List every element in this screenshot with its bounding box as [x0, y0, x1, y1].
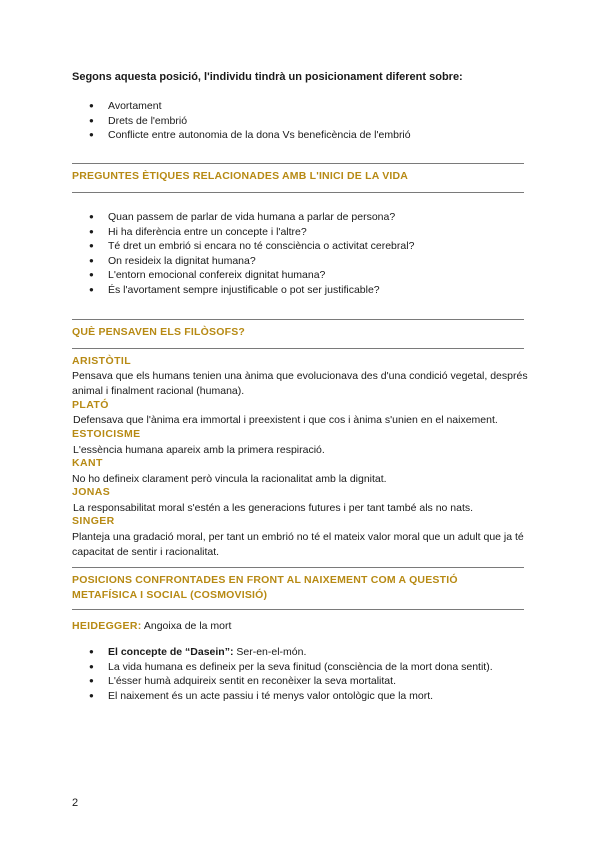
philosopher-text-plato: Defensava que l'ànima era immortal i preexistent i que cos i ànima s'unien en el naixement. [73, 414, 498, 426]
heidegger-line [72, 620, 231, 632]
section-heading-line-1: POSICIONS CONFRONTADES EN FRONT AL NAIXEMENT COM A QUESTIÓ [72, 574, 458, 586]
list-item: ● La vida humana es defineix per la seva finitud (consciència de la mort dona sentit). [89, 660, 493, 675]
divider [72, 609, 524, 610]
heidegger-list [89, 645, 493, 703]
divider [72, 567, 524, 568]
list-item: ● Quan passem de parlar de vida humana a parlar de persona? [89, 210, 414, 225]
list-item: ● L'entorn emocional confereix dignitat humana? [89, 268, 414, 283]
dasein-label: El concepte de “Dasein”: [108, 646, 234, 658]
philosopher-text-singer: Planteja una gradació moral, per tant un embrió no té el mateix valor moral que un adult que ja té capacitat de sentir i racionalitat. [72, 531, 524, 558]
philosopher-text-jonas: La responsabilitat moral s'estén a les generacions futures i per tant també als no nats. [73, 502, 474, 514]
divider [72, 192, 524, 193]
divider [72, 348, 524, 349]
philosopher-name-aristotle: ARISTÒTIL [72, 355, 132, 367]
philosopher-name-plato: PLATÓ [72, 399, 109, 411]
list-item: ● Drets de l'embrió [89, 114, 411, 129]
section-heading-ethical-questions: PREGUNTES ÈTIQUES RELACIONADES AMB L'INICI DE LA VIDA [72, 170, 409, 182]
list-item: ● Avortament [89, 99, 411, 114]
list-item: ● El naixement és un acte passiu i té menys valor ontològic que la mort. [89, 689, 493, 704]
divider [72, 163, 524, 164]
section-heading-philosophers: QUÈ PENSAVEN ELS FILÒSOFS? [72, 326, 246, 338]
list-item: ● Té dret un embrió si encara no té consciència o activitat cerebral? [89, 239, 414, 254]
divider [72, 319, 524, 320]
philosopher-text-aristotle: Pensava que els humans tenien una ànima que evolucionava des d'una condició vegetal, després animal i finalment racional (humana). [72, 370, 528, 397]
list-item: ● L'ésser humà adquireix sentit en reconèixer la seva mortalitat. [89, 674, 493, 689]
philosopher-text-stoicism: L'essència humana apareix amb la primera respiració. [73, 444, 325, 456]
philosopher-name-jonas: JONAS [72, 486, 111, 498]
list-item: ● Conflicte entre autonomia de la dona Vs beneficència de l'embrió [89, 128, 411, 143]
list-item: ● És l'avortament sempre injustificable o pot ser justificable? [89, 283, 414, 298]
philosopher-name-kant: KANT [72, 457, 103, 469]
page-number: 2 [72, 797, 79, 809]
intro-statement: Segons aquesta posició, l'individu tindrà un posicionament diferent sobre: [72, 71, 463, 83]
dasein-text: Ser-en-el-món. [236, 646, 307, 658]
list-item [89, 645, 493, 660]
philosopher-text-kant: No ho defineix clarament però vincula la racionalitat amb la dignitat. [72, 473, 387, 485]
philosopher-name-stoicism: ESTOICISME [72, 428, 141, 440]
list-item: ● On resideix la dignitat humana? [89, 254, 414, 269]
list-item: ● Hi ha diferència entre un concepte i l'altre? [89, 225, 414, 240]
author-label: HEIDEGGER: [72, 620, 142, 632]
section-heading-line-2: METAFÍSICA I SOCIAL (COSMOVISIÓ) [72, 589, 268, 601]
intro-list [89, 99, 411, 143]
author-text: Angoixa de la mort [143, 620, 232, 632]
philosopher-name-singer: SINGER [72, 515, 115, 527]
section-heading-positions [72, 573, 458, 603]
ethical-questions-list [89, 210, 414, 297]
